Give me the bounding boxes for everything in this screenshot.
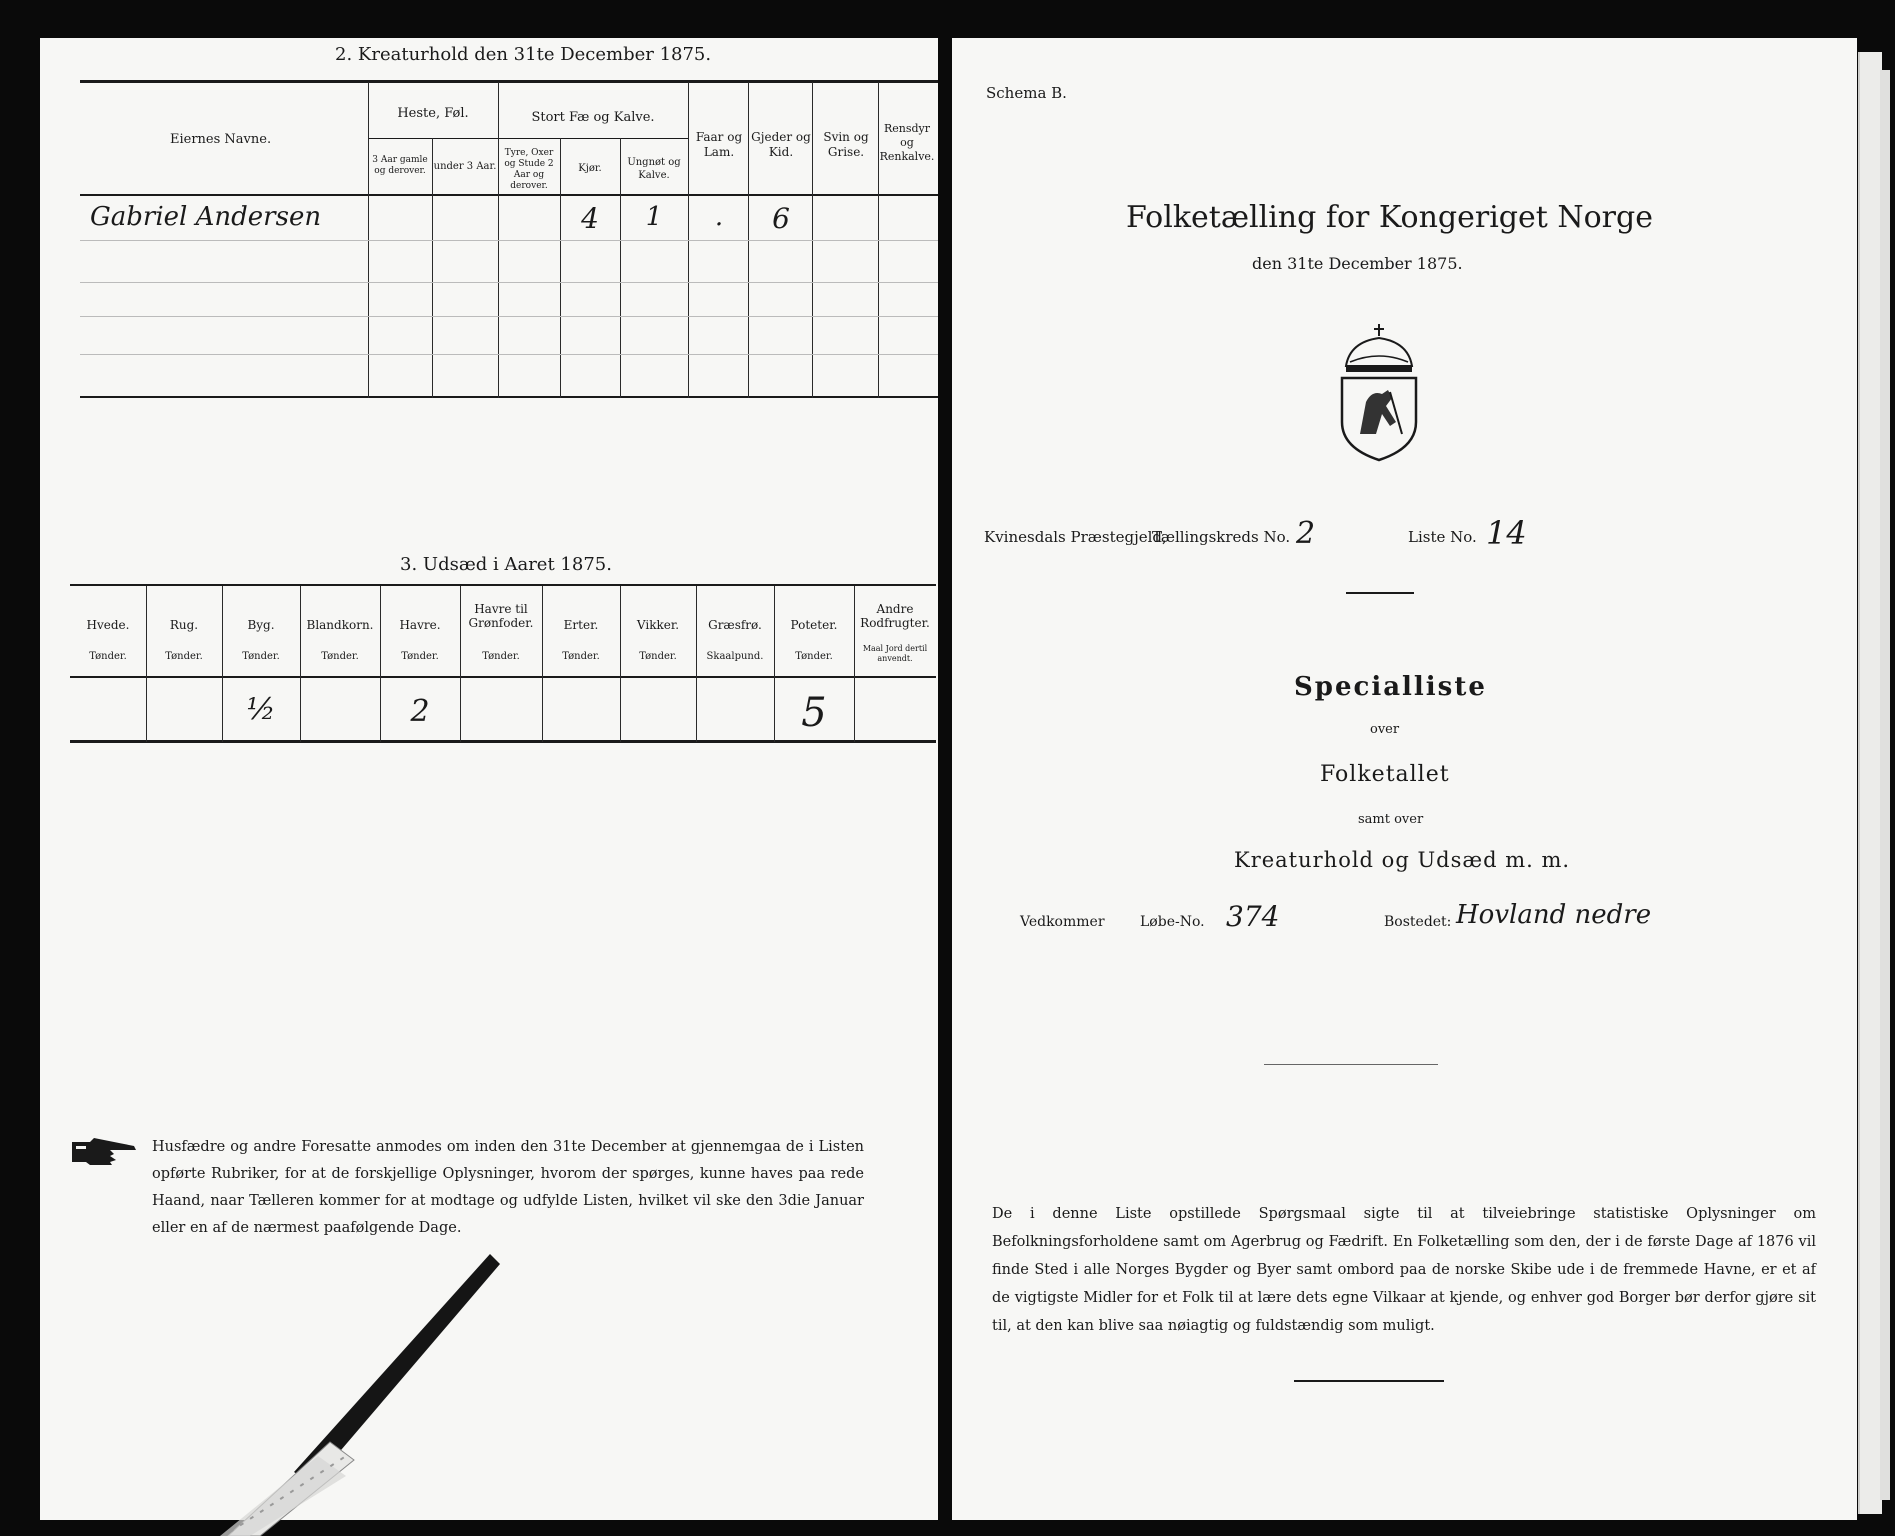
page-edge-inner [1880,70,1890,1500]
livestock-row-line [80,282,938,283]
lobe-label: Løbe-No. [1140,914,1205,930]
folketallet-text: Folketallet [1320,762,1450,787]
header-goats: Gjeder og Kid. [751,130,811,159]
owner-name: Gabriel Andersen [90,202,322,232]
seed-header-unit: Tønder. [639,651,677,662]
header-cattle: Stort Fæ og Kalve. [531,110,655,125]
horse-sub-rule [368,138,498,139]
bostedet-label: Bostedet: [1384,914,1452,930]
livestock-bottom-rule [80,396,938,398]
footnote: Husfædre og andre Foresatte anmodes om inden den 31te December at gjennemgaa de i Listen opførte Rubriker, for at de forskjellige Oplysninger, hvorom der spørges, kunne haves paa rede Haand, naar Tælleren kommer for at modtage og udfylde Listen, hvilket vil ske den 3die Januar eller en af de nærmest paafølgende Dage. [152,1139,864,1236]
seed-header-unit: Maal Jord dertil anvendt. [862,644,928,663]
seed-header-unit: Tønder. [401,651,439,662]
seed-col-line [300,586,301,742]
over-text: over [1370,722,1400,737]
seed-header-unit: Tønder. [562,651,600,662]
seed-header-unit: Tønder. [482,651,520,662]
samt-over-text: samt over [1358,812,1424,827]
closing-note: De i denne Liste opstillede Spørgsmaal sigte til at tilveiebringe statistiske Oplysninger om Befolkningsforholdene samt om Agerbrug og Fædrift. En Folketælling som den, der i de første Dage af 1876 vil finde Sted i alle Norges Bygder og Byer samt ombord paa de norske Skibe ude i de fremmede Havne, er et af de vigtigste Midler for et Folk til at lære dets egne Vilkaar at kjende, og enhver god Borger bør derfor gjøre sit til, at den kan blive saa nøiagtig og fuldstændig som muligt. [992,1206,1816,1334]
seed-header-label: Byg. [247,618,275,632]
kreaturhold-text: Kreaturhold og Udsæd m. m. [1234,848,1571,872]
parish-label: Kvinesdals Præstegjeld, [984,528,1167,546]
livestock-header-rule [80,194,938,196]
livestock-row-line [80,354,938,355]
seed-header-label: Blandkorn. [306,618,374,632]
seed-bottom-rule [70,740,936,743]
norway-coat-of-arms-icon [1336,322,1422,462]
livestock-col-line [560,138,561,398]
divider-dotted [1264,1064,1438,1065]
seed-col-line [542,586,543,742]
seed-header-label: Andre Rodfrugter. [860,602,930,630]
livestock-col-line [432,138,433,398]
district-label: Tællingskreds No. [1152,528,1291,546]
header-horses: Heste, Føl. [397,106,469,121]
header-cattle-sub3: Ungnøt og Kalve. [627,157,681,181]
header-pigs: Svin og Grise. [823,130,869,159]
cows-count: 4 [581,202,599,235]
seed-header-label: Vikker. [636,618,680,632]
livestock-top-rule [80,80,938,83]
schema-label: Schema B. [986,84,1067,102]
seed-header-label: Havre. [399,618,441,632]
bostedet-value: Hovland nedre [1456,900,1652,930]
header-sheep: Faar og Lam. [695,130,743,159]
seed-byg-value: ½ [246,692,276,727]
seed-header-unit: Tønder. [165,651,203,662]
section3-title: 3. Udsæd i Aaret 1875. [400,554,612,575]
seed-header-unit: Tønder. [795,651,833,662]
seed-header-label: Erter. [563,618,599,632]
livestock-row-line [80,240,938,241]
bottom-divider [1294,1380,1444,1382]
seed-col-line [696,586,697,742]
header-owner: Eiernes Navne. [170,132,272,147]
header-reindeer: Rensdyr og Renkalve. [879,122,935,163]
census-title: Folketælling for Kongeriget Norge [1126,200,1653,235]
pointing-hand-icon [70,1136,142,1168]
seed-header-label: Havre til Grønfoder. [468,602,534,630]
seed-poteter-value: 5 [801,690,827,736]
seed-header-unit: Skaalpund. [706,651,764,662]
header-horses-sub2: under 3 Aar. [433,161,497,172]
section2-title: 2. Kreaturhold den 31te December 1875. [335,44,712,65]
header-cattle-sub2: Kjør. [578,163,602,174]
seed-header-rule [70,676,936,678]
seed-top-rule [70,584,936,586]
seed-header-label: Græsfrø. [708,618,762,632]
divider [1346,592,1414,594]
seed-col-line [146,586,147,742]
livestock-row-line [80,316,938,317]
young-cattle-count: 1 [645,202,663,232]
list-label: Liste No. [1408,528,1477,546]
special-title: Specialliste [1294,672,1487,702]
seed-header-label: Poteter. [790,618,838,632]
page-edge [1858,52,1882,1514]
list-value: 14 [1486,514,1527,552]
seed-header-unit: Tønder. [242,651,280,662]
census-date: den 31te December 1875. [1252,254,1463,273]
seed-header-label: Hvede. [86,618,130,632]
seed-havre-value: 2 [410,694,430,729]
lobe-value: 374 [1226,900,1280,933]
district-value: 2 [1296,516,1316,551]
header-horses-sub1: 3 Aar gamle og derover. [372,155,428,176]
pen-icon [200,1246,500,1536]
sheep-count: . [714,202,724,232]
seed-header-unit: Tønder. [321,651,359,662]
seed-header-unit: Tønder. [89,651,127,662]
seed-header-label: Rug. [169,618,199,632]
goats-count: 6 [772,202,790,235]
vedkommer-label: Vedkommer [1020,914,1105,930]
header-cattle-sub1: Tyre, Oxer og Stude 2 Aar og derover. [504,148,554,191]
cattle-sub-rule [498,138,688,139]
seed-col-line [620,586,621,742]
